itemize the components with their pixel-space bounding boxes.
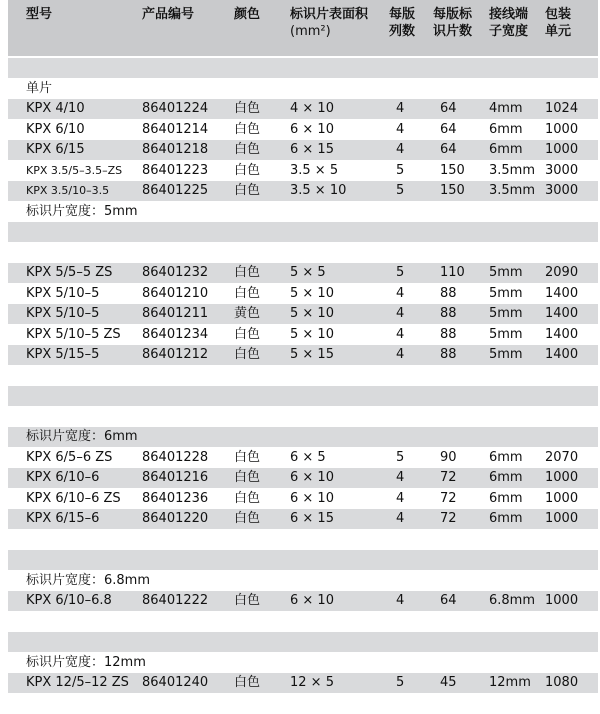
cell-pack: 3000 — [545, 162, 579, 178]
section-label: 标识片宽度：6mm — [26, 429, 138, 444]
cell-cols: 5 — [396, 162, 405, 178]
table-row — [8, 325, 598, 345]
cell-width: 3.5mm — [489, 183, 536, 198]
spacer-row — [8, 550, 598, 570]
cell-code: 86401220 — [142, 511, 209, 526]
cell-color: 白色 — [234, 511, 261, 526]
cell-color: 白色 — [234, 101, 261, 116]
cell-area: 5 × 10 — [290, 285, 334, 301]
section-label: 标识片宽度：12mm — [26, 654, 146, 670]
cell-model: KPX 4/10 — [26, 101, 85, 116]
cell-pack: 1400 — [545, 326, 579, 342]
cell-cols: 4 — [396, 470, 405, 485]
cell-code: 86401210 — [142, 285, 209, 301]
cell-width: 5mm — [489, 347, 523, 362]
cell-per-plate: 88 — [440, 326, 457, 342]
spacer-row — [8, 366, 598, 386]
cell-width: 12mm — [489, 675, 531, 690]
table-row — [8, 263, 598, 283]
cell-width: 5mm — [489, 306, 523, 321]
cell-cols: 4 — [396, 593, 405, 608]
header-terminal-width — [489, 6, 528, 40]
cell-model: KPX 6/10–6 ZS — [26, 490, 121, 506]
cell-color: 白色 — [234, 347, 261, 362]
cell-width: 3.5mm — [489, 162, 536, 178]
header-pack — [545, 6, 571, 40]
cell-width: 5mm — [489, 326, 523, 342]
cell-per-plate: 72 — [440, 470, 457, 485]
cell-width: 6mm — [489, 121, 523, 137]
spacer-row — [8, 530, 598, 550]
cell-color: 白色 — [234, 265, 261, 280]
cell-width: 6mm — [489, 490, 523, 506]
cell-code: 86401218 — [142, 142, 209, 157]
cell-color: 白色 — [234, 162, 261, 178]
cell-pack: 1400 — [545, 347, 579, 362]
cell-model: KPX 6/10–6 — [26, 470, 100, 485]
table-row — [8, 161, 598, 181]
cell-model: KPX 6/10–6.8 — [26, 593, 112, 608]
cell-pack: 1000 — [545, 470, 579, 485]
cell-color: 黄色 — [234, 306, 261, 321]
cell-area: 3.5 × 10 — [290, 183, 347, 198]
cell-cols: 5 — [396, 449, 405, 465]
table-row — [8, 140, 598, 160]
cell-width: 4mm — [489, 101, 523, 116]
cell-model: KPX 5/5–5 ZS — [26, 265, 113, 280]
cell-area: 6 × 10 — [290, 470, 334, 485]
cell-width: 5mm — [489, 285, 523, 301]
spacer-row — [8, 222, 598, 242]
cell-color: 白色 — [234, 593, 261, 608]
spacer-row — [8, 243, 598, 263]
header-cols — [389, 6, 415, 40]
cell-area: 6 × 15 — [290, 511, 334, 526]
cell-model: KPX 5/10–5 ZS — [26, 326, 121, 342]
header-cols-line-1: 每版 — [389, 7, 416, 22]
section-label: 标识片宽度：5mm — [26, 203, 138, 219]
cell-area: 5 × 10 — [290, 306, 334, 321]
spacer-row — [8, 386, 598, 406]
cell-area: 5 × 10 — [290, 326, 334, 342]
cell-cols: 4 — [396, 285, 405, 301]
cell-area: 5 × 15 — [290, 347, 334, 362]
cell-pack: 1000 — [545, 121, 579, 137]
cell-model: KPX 5/15–5 — [26, 347, 100, 362]
cell-cols: 4 — [396, 490, 405, 506]
cell-area: 6 × 10 — [290, 490, 334, 506]
header-area-line-2: (mm²) — [290, 24, 331, 39]
cell-color: 白色 — [234, 675, 261, 690]
cell-model: KPX 6/15–6 — [26, 511, 100, 526]
spacer-row — [8, 612, 598, 632]
header-model — [26, 6, 52, 23]
cell-area: 5 × 5 — [290, 265, 326, 280]
cell-area: 6 × 5 — [290, 449, 326, 465]
table-row — [8, 448, 598, 468]
cell-per-plate: 72 — [440, 490, 457, 506]
header-model-line: 型号 — [26, 7, 53, 22]
cell-area: 4 × 10 — [290, 101, 334, 116]
cell-pack: 1400 — [545, 306, 579, 321]
cell-model: KPX 12/5–12 ZS — [26, 675, 129, 690]
section-header-row — [8, 653, 598, 673]
section-header-row — [8, 427, 598, 447]
cell-color: 白色 — [234, 449, 261, 465]
cell-pack: 2070 — [545, 449, 579, 465]
section-header-row — [8, 79, 598, 99]
cell-pack: 2090 — [545, 265, 579, 280]
cell-per-plate: 45 — [440, 675, 457, 690]
cell-pack: 1000 — [545, 593, 579, 608]
table-row — [8, 284, 598, 304]
cell-code: 86401232 — [142, 265, 209, 280]
header-pack-line-1: 包装 — [545, 7, 572, 22]
cell-area: 6 × 10 — [290, 121, 334, 137]
header-area — [290, 6, 368, 40]
cell-per-plate: 64 — [440, 593, 457, 608]
cell-cols: 4 — [396, 121, 405, 137]
cell-per-plate: 88 — [440, 285, 457, 301]
cell-model: KPX 6/5–6 ZS — [26, 449, 113, 465]
cell-per-plate: 90 — [440, 449, 457, 465]
cell-model: KPX 3.5/5–3.5–ZS — [26, 163, 123, 177]
cell-color: 白色 — [234, 121, 261, 137]
cell-code: 86401216 — [142, 470, 209, 485]
cell-code: 86401224 — [142, 101, 209, 116]
table-row — [8, 99, 598, 119]
cell-code: 86401222 — [142, 593, 209, 608]
header-color-line: 颜色 — [234, 7, 261, 22]
cell-color: 白色 — [234, 490, 261, 506]
table-row — [8, 304, 598, 324]
cell-model: KPX 5/10–5 — [26, 285, 100, 301]
spacer-row — [8, 58, 598, 78]
header-pack-line-2: 单元 — [545, 24, 572, 39]
cell-width: 6mm — [489, 449, 523, 465]
cell-color: 白色 — [234, 326, 261, 342]
cell-code: 86401234 — [142, 326, 209, 342]
cell-pack: 1000 — [545, 490, 579, 506]
header-cols-line-2: 列数 — [389, 24, 416, 39]
header-color — [234, 6, 260, 23]
cell-per-plate: 150 — [440, 162, 465, 178]
cell-per-plate: 72 — [440, 511, 457, 526]
cell-code: 86401240 — [142, 675, 209, 690]
cell-per-plate: 64 — [440, 101, 457, 116]
cell-per-plate: 64 — [440, 121, 457, 137]
table-row — [8, 120, 598, 140]
section-label: 标识片宽度：6.8mm — [26, 572, 151, 588]
section-header-row — [8, 202, 598, 222]
cell-cols: 4 — [396, 142, 405, 157]
header-per-plate — [433, 6, 472, 40]
cell-code: 86401236 — [142, 490, 209, 506]
table-row — [8, 673, 598, 693]
header-per-plate-line-1: 每版标 — [433, 7, 473, 22]
cell-width: 6mm — [489, 470, 523, 485]
cell-code: 86401228 — [142, 449, 209, 465]
section-header-row — [8, 571, 598, 591]
cell-color: 白色 — [234, 183, 261, 198]
cell-per-plate: 110 — [440, 265, 465, 280]
cell-pack: 1000 — [545, 142, 579, 157]
cell-cols: 4 — [396, 511, 405, 526]
section-label: 单片 — [26, 80, 53, 96]
table-row — [8, 591, 598, 611]
cell-cols: 4 — [396, 101, 405, 116]
cell-pack: 1400 — [545, 285, 579, 301]
cell-model: KPX 6/15 — [26, 142, 85, 157]
header-code — [142, 6, 194, 23]
cell-model: KPX 5/10–5 — [26, 306, 100, 321]
cell-per-plate: 88 — [440, 306, 457, 321]
cell-code: 86401225 — [142, 183, 209, 198]
cell-color: 白色 — [234, 470, 261, 485]
cell-color: 白色 — [234, 142, 261, 157]
cell-code: 86401211 — [142, 306, 209, 321]
cell-area: 3.5 × 5 — [290, 162, 339, 178]
cell-cols: 4 — [396, 326, 405, 342]
cell-width: 6mm — [489, 511, 523, 526]
cell-area: 6 × 15 — [290, 142, 334, 157]
cell-model: KPX 6/10 — [26, 121, 85, 137]
cell-cols: 4 — [396, 347, 405, 362]
cell-pack: 1080 — [545, 675, 579, 690]
table-row — [8, 468, 598, 488]
header-terminal-width-line-1: 接线端 — [489, 7, 529, 22]
table-row — [8, 181, 598, 201]
cell-code: 86401214 — [142, 121, 209, 137]
cell-model: KPX 3.5/10–3.5 — [26, 184, 110, 197]
cell-area: 6 × 10 — [290, 593, 334, 608]
table-row — [8, 345, 598, 365]
cell-per-plate: 88 — [440, 347, 457, 362]
cell-pack: 1024 — [545, 101, 579, 116]
cell-cols: 5 — [396, 675, 405, 690]
cell-pack: 1000 — [545, 511, 579, 526]
header-code-line: 产品编号 — [142, 7, 195, 22]
spacer-row — [8, 632, 598, 652]
cell-cols: 5 — [396, 183, 405, 198]
cell-width: 6mm — [489, 142, 523, 157]
header-terminal-width-line-2: 子宽度 — [489, 24, 529, 39]
cell-code: 86401223 — [142, 162, 209, 178]
cell-code: 86401212 — [142, 347, 209, 362]
cell-color: 白色 — [234, 285, 261, 301]
cell-width: 5mm — [489, 265, 523, 280]
cell-area: 12 × 5 — [290, 675, 334, 690]
cell-cols: 5 — [396, 265, 405, 280]
cell-pack: 3000 — [545, 183, 579, 198]
header-per-plate-line-2: 识片数 — [433, 24, 473, 39]
spacer-row — [8, 407, 598, 427]
cell-per-plate: 150 — [440, 183, 465, 198]
cell-per-plate: 64 — [440, 142, 457, 157]
header-area-line-1: 标识片表面积 — [290, 7, 369, 22]
cell-width: 6.8mm — [489, 593, 536, 608]
table-row — [8, 489, 598, 509]
cell-cols: 4 — [396, 306, 405, 321]
table-header — [8, 0, 598, 56]
table-row — [8, 509, 598, 529]
